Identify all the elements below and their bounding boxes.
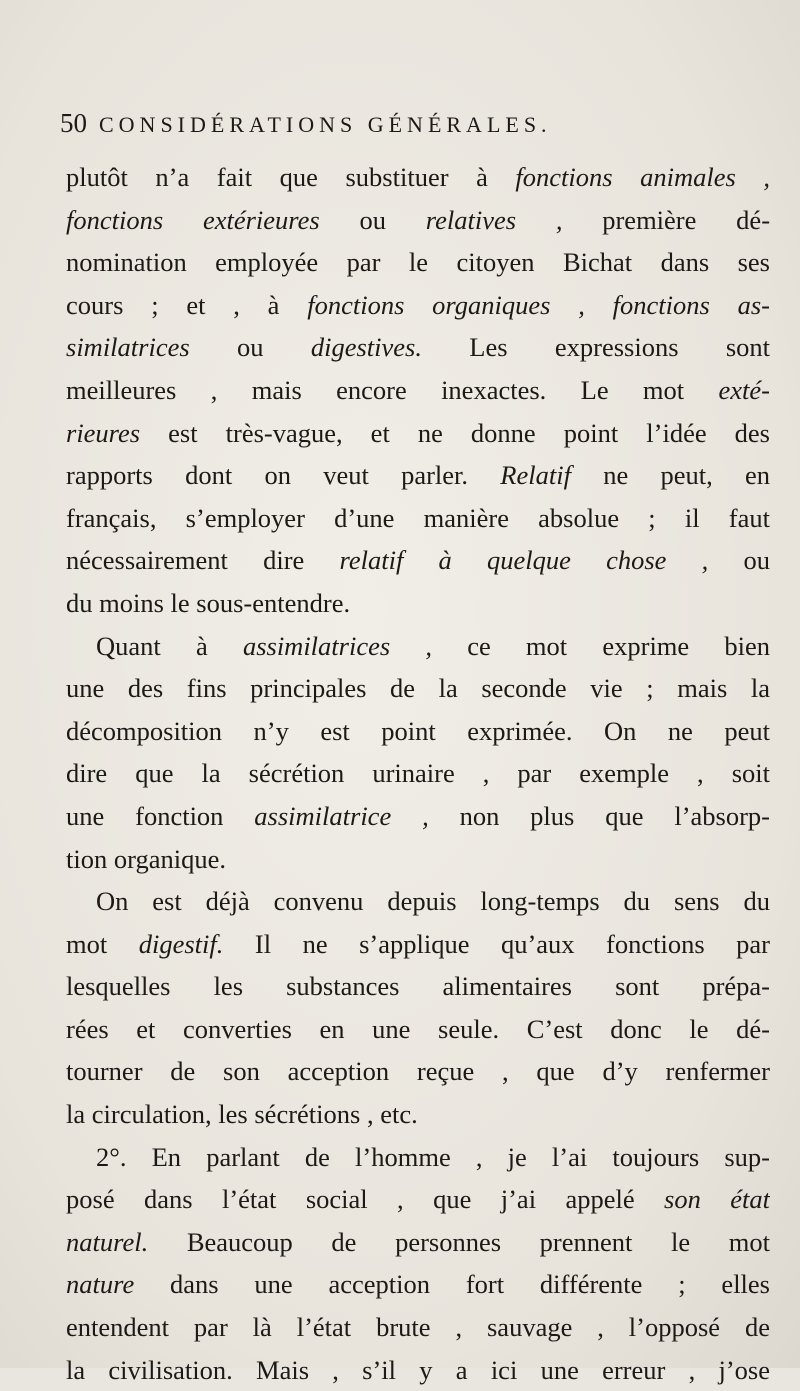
text-segment: mot [66, 928, 139, 959]
text-line [66, 497, 770, 540]
text-line [66, 284, 770, 327]
text-segment: tourner de son acception reçue , que d’y renfermer [66, 1056, 770, 1087]
text-line [66, 710, 770, 753]
text-segment: décomposition n’y est point exprimée. On ne peut [66, 715, 770, 746]
text-segment: Beaucoup de personnes prennent le mot [148, 1226, 770, 1257]
text-line [66, 1263, 770, 1306]
text-segment: entendent par là l’état brute , sauvage , l’opposé de [66, 1312, 770, 1343]
italic-text: exté- [718, 374, 770, 405]
text-line [66, 923, 770, 966]
text-segment: On est déjà convenu depuis long-temps du sens du [96, 886, 770, 917]
text-segment: nomination employée par le citoyen Bichat dans ses [66, 247, 770, 278]
italic-text: fonctions organiques , fonctions as- [307, 289, 770, 320]
text-line [66, 326, 770, 369]
text-line [66, 454, 770, 497]
italic-text: similatrices [66, 332, 190, 363]
text-line [66, 1050, 770, 1093]
italic-text: nature [66, 1269, 135, 1300]
italic-text: rieures [66, 417, 141, 448]
text-line [66, 752, 770, 795]
text-line [66, 1221, 770, 1264]
text-line [66, 625, 770, 668]
italic-text: assimilatrices , [242, 630, 432, 661]
text-line [66, 1306, 770, 1349]
italic-text: Relatif [500, 460, 571, 491]
italic-text: digestif. [138, 928, 224, 959]
italic-text: naturel. [66, 1226, 149, 1257]
text-segment: dans une acception fort différente ; elles [134, 1269, 770, 1300]
italic-text: son état [664, 1184, 770, 1215]
text-segment: cours ; et , à [66, 289, 308, 320]
text-line [66, 795, 770, 838]
text-segment: une fonction [66, 800, 255, 831]
text-line [66, 582, 770, 625]
text-segment: rapports dont on veut parler. [66, 460, 501, 491]
text-segment: la civilisation. Mais , s’il y a ici une erreur , j’ose [66, 1354, 770, 1385]
text-segment: ce mot exprime bien [432, 630, 770, 661]
text-segment: ou [319, 204, 426, 235]
text-line [66, 880, 770, 923]
text-line [66, 156, 770, 199]
text-segment: rées et converties en une seule. C’est donc le dé- [66, 1013, 770, 1044]
text-segment: du moins le sous-entendre. [66, 587, 351, 618]
text-segment: est très-vague, et ne donne point l’idée des [140, 417, 770, 448]
text-line [66, 965, 770, 1008]
text-segment: nécessairement dire [66, 545, 340, 576]
text-segment: ou [189, 332, 311, 363]
text-line [66, 838, 770, 881]
text-line [66, 667, 770, 710]
text-line [66, 369, 770, 412]
text-segment: la circulation, les sécrétions , etc. [66, 1099, 418, 1130]
text-segment: meilleures , mais encore inexactes. Le mot [66, 374, 719, 405]
text-line [66, 412, 770, 455]
text-segment: ou [708, 545, 770, 576]
italic-text: relatives , [425, 204, 563, 235]
text-segment: français, s’employer d’une manière absolue ; il faut [66, 502, 770, 533]
text-segment: ne peut, en [570, 460, 770, 491]
text-segment: tion organique. [66, 843, 226, 874]
italic-text: assimilatrice , [254, 800, 429, 831]
text-line [66, 199, 770, 242]
running-head [60, 108, 760, 148]
text-segment: non plus que l’absorp- [428, 800, 770, 831]
text-segment: Les expressions sont [421, 332, 770, 363]
italic-text: relatif à quelque chose , [339, 545, 709, 576]
text-segment: lesquelles les substances alimentaires sont prépa- [66, 971, 770, 1002]
running-title: CONSIDÉRATIONS GÉNÉRALES. [99, 112, 552, 137]
text-segment: première dé- [562, 204, 770, 235]
text-line [66, 1349, 770, 1391]
text-segment: dire que la sécrétion urinaire , par exemple , soit [66, 758, 770, 789]
text-line [66, 1008, 770, 1051]
body-text [66, 156, 770, 1391]
italic-text: fonctions animales , [515, 162, 770, 192]
text-line [66, 539, 770, 582]
italic-text: fonctions extérieures [66, 204, 320, 235]
text-line [66, 241, 770, 284]
text-line [66, 1093, 770, 1136]
text-segment: plutôt n’a fait que substituer à [66, 162, 516, 192]
text-segment: 2°. En parlant de l’homme , je l’ai toujours sup- [96, 1141, 770, 1172]
text-line [66, 1178, 770, 1221]
text-segment: Quant à [96, 630, 243, 661]
text-segment: une des fins principales de la seconde vie ; mais la [66, 673, 770, 704]
text-segment: Il ne s’applique qu’aux fonctions par [223, 928, 770, 959]
page-number: 50 [60, 108, 87, 138]
text-line [66, 1136, 770, 1179]
italic-text: digestives. [310, 332, 422, 363]
text-segment: posé dans l’état social , que j’ai appelé [66, 1184, 665, 1215]
